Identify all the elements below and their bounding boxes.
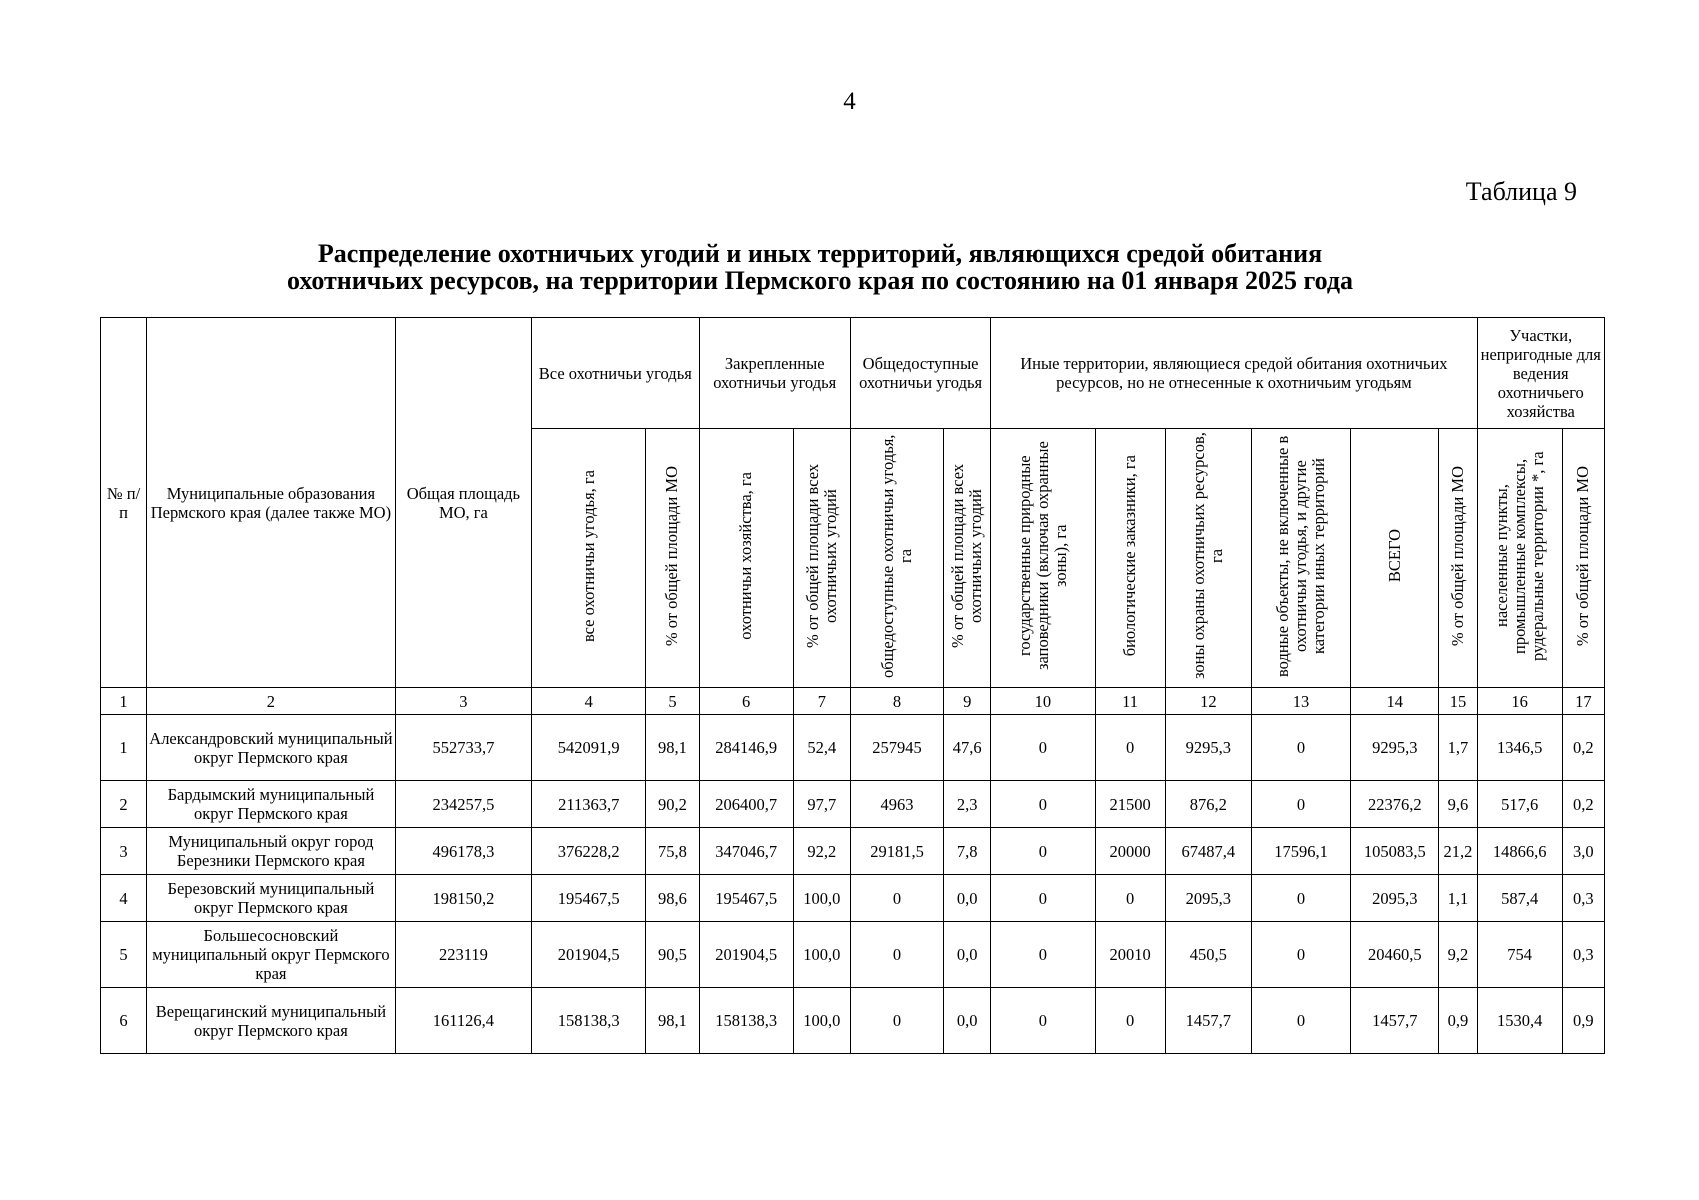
value-cell-c15: 1,1: [1439, 875, 1477, 922]
col-number: 2: [147, 688, 396, 715]
header-sub-cell: [850, 429, 943, 688]
value-cell-c11: 0: [1095, 875, 1165, 922]
header-sub-sanctuaries: биологические заказники, га: [1120, 455, 1140, 657]
table-row: [101, 715, 1605, 781]
col-number: 4: [532, 688, 646, 715]
value-cell-c9: 0,0: [944, 988, 991, 1054]
value-cell-c3: 223119: [395, 922, 531, 988]
header-sub-public-ha: общедоступные охотничьи угодья, га: [878, 434, 916, 678]
value-cell-c15: 21,2: [1439, 828, 1477, 875]
header-sub-cell: [1251, 429, 1350, 688]
page-number: 4: [843, 88, 856, 115]
value-cell-c5: 98,6: [646, 875, 699, 922]
value-cell-c4: 376228,2: [532, 828, 646, 875]
header-sub-cell: [944, 429, 991, 688]
header-sub-cell: [646, 429, 699, 688]
value-cell-c10: 0: [991, 828, 1095, 875]
value-cell-c13: 17596,1: [1251, 828, 1350, 875]
header-sub-fixed-ha: охотничьи хозяйства, га: [736, 472, 756, 640]
value-cell-c14: 22376,2: [1351, 781, 1439, 828]
value-cell-c16: 587,4: [1477, 875, 1562, 922]
value-cell-c15: 0,9: [1439, 988, 1477, 1054]
header-sub-cell: [532, 429, 646, 688]
value-cell-c17: 0,2: [1562, 781, 1604, 828]
value-cell-c12: 876,2: [1165, 781, 1251, 828]
value-cell-c14: 2095,3: [1351, 875, 1439, 922]
header-sub-cell: [1095, 429, 1165, 688]
value-cell-c17: 0,3: [1562, 922, 1604, 988]
col-number: 16: [1477, 688, 1562, 715]
value-cell-c16: 1346,5: [1477, 715, 1562, 781]
value-cell-c10: 0: [991, 781, 1095, 828]
mo-name-cell: Александровский муниципальный округ Пермского края: [147, 715, 396, 781]
value-cell-c8: 257945: [850, 715, 943, 781]
value-cell-c3: 161126,4: [395, 988, 531, 1054]
row-number-cell: 1: [101, 715, 147, 781]
col-number: 6: [699, 688, 793, 715]
mo-name-cell: Муниципальный округ город Березники Пермского края: [147, 828, 396, 875]
value-cell-c9: 7,8: [944, 828, 991, 875]
value-cell-c17: 0,2: [1562, 715, 1604, 781]
value-cell-c11: 21500: [1095, 781, 1165, 828]
col-number: 11: [1095, 688, 1165, 715]
header-sub-cell: [1165, 429, 1251, 688]
value-cell-c16: 517,6: [1477, 781, 1562, 828]
value-cell-c7: 100,0: [793, 875, 850, 922]
header-sub-other-pct: % от общей площади МО: [1447, 465, 1467, 647]
row-number-cell: 5: [101, 922, 147, 988]
value-cell-c12: 1457,7: [1165, 988, 1251, 1054]
value-cell-c9: 0,0: [944, 875, 991, 922]
value-cell-c5: 98,1: [646, 715, 699, 781]
value-cell-c10: 0: [991, 875, 1095, 922]
value-cell-c9: 47,6: [944, 715, 991, 781]
col-number: 7: [793, 688, 850, 715]
value-cell-c5: 75,8: [646, 828, 699, 875]
header-sub-protection-zones: зоны охраны охотничьих ресурсов, га: [1189, 432, 1227, 680]
header-group-all: Все охотничьи угодья: [532, 318, 699, 429]
value-cell-c6: 158138,3: [699, 988, 793, 1054]
col-number: 3: [395, 688, 531, 715]
header-group-fixed: Закрепленные охотничьи угодья: [699, 318, 850, 429]
value-cell-c7: 92,2: [793, 828, 850, 875]
col-number: 17: [1562, 688, 1604, 715]
table-label: Таблица 9: [1465, 177, 1577, 206]
value-cell-c14: 105083,5: [1351, 828, 1439, 875]
value-cell-c8: 0: [850, 988, 943, 1054]
value-cell-c7: 100,0: [793, 922, 850, 988]
value-cell-c11: 20010: [1095, 922, 1165, 988]
value-cell-c10: 0: [991, 988, 1095, 1054]
header-group-unfit: Участки, непригодные для ведения охотничьего хозяйства: [1477, 318, 1604, 429]
row-number-cell: 3: [101, 828, 147, 875]
header-sub-cell: [991, 429, 1095, 688]
row-number-cell: 4: [101, 875, 147, 922]
col-number: 14: [1351, 688, 1439, 715]
value-cell-c3: 234257,5: [395, 781, 531, 828]
row-number-cell: 6: [101, 988, 147, 1054]
header-sub-settlements: населенные пункты, промышленные комплексы, рудеральные территории *, га: [1491, 451, 1547, 661]
value-cell-c6: 206400,7: [699, 781, 793, 828]
value-cell-c5: 90,5: [646, 922, 699, 988]
column-number-row: [101, 688, 1605, 715]
value-cell-c15: 9,2: [1439, 922, 1477, 988]
value-cell-c10: 0: [991, 922, 1095, 988]
value-cell-c16: 14866,6: [1477, 828, 1562, 875]
table-title: [100, 240, 1540, 294]
value-cell-c15: 1,7: [1439, 715, 1477, 781]
value-cell-c11: 0: [1095, 988, 1165, 1054]
header-num: № п/п: [101, 318, 147, 688]
value-cell-c3: 198150,2: [395, 875, 531, 922]
value-cell-c7: 52,4: [793, 715, 850, 781]
value-cell-c8: 29181,5: [850, 828, 943, 875]
col-number: 12: [1165, 688, 1251, 715]
value-cell-c5: 90,2: [646, 781, 699, 828]
col-number: 1: [101, 688, 147, 715]
header-sub-public-pct: % от общей площади всех охотничьих угодий: [948, 463, 986, 649]
value-cell-c4: 158138,3: [532, 988, 646, 1054]
value-cell-c13: 0: [1251, 715, 1350, 781]
value-cell-c5: 98,1: [646, 988, 699, 1054]
table-row: [101, 828, 1605, 875]
value-cell-c13: 0: [1251, 922, 1350, 988]
value-cell-c4: 211363,7: [532, 781, 646, 828]
value-cell-c7: 97,7: [793, 781, 850, 828]
header-sub-cell: [1562, 429, 1604, 688]
value-cell-c6: 284146,9: [699, 715, 793, 781]
header-sub-unfit-pct: % от общей площади МО: [1573, 465, 1593, 647]
value-cell-c6: 201904,5: [699, 922, 793, 988]
header-sub-cell: [1351, 429, 1439, 688]
table-row: [101, 988, 1605, 1054]
value-cell-c6: 195467,5: [699, 875, 793, 922]
header-group-public: Общедоступные охотничьи угодья: [850, 318, 990, 429]
header-mo: Муниципальные образования Пермского края (далее также МО): [147, 318, 396, 688]
header-sub-cell: [793, 429, 850, 688]
value-cell-c4: 195467,5: [532, 875, 646, 922]
header-sub-cell: [1439, 429, 1477, 688]
value-cell-c16: 1530,4: [1477, 988, 1562, 1054]
col-number: 8: [850, 688, 943, 715]
value-cell-c8: 0: [850, 875, 943, 922]
value-cell-c14: 20460,5: [1351, 922, 1439, 988]
value-cell-c16: 754: [1477, 922, 1562, 988]
mo-name-cell: Большесосновский муниципальный округ Пермского края: [147, 922, 396, 988]
header-group-other: Иные территории, являющиеся средой обитания охотничьих ресурсов, но не отнесенные к охотничьим угодьям: [991, 318, 1477, 429]
mo-name-cell: Верещагинский муниципальный округ Пермского края: [147, 988, 396, 1054]
header-sub-all-pct: % от общей площади МО: [662, 465, 682, 647]
value-cell-c11: 20000: [1095, 828, 1165, 875]
col-number: 10: [991, 688, 1095, 715]
header-sub-fixed-pct: % от общей площади всех охотничьих угодий: [802, 463, 840, 649]
value-cell-c4: 542091,9: [532, 715, 646, 781]
value-cell-c15: 9,6: [1439, 781, 1477, 828]
value-cell-c10: 0: [991, 715, 1095, 781]
value-cell-c17: 3,0: [1562, 828, 1604, 875]
value-cell-c12: 67487,4: [1165, 828, 1251, 875]
value-cell-c12: 450,5: [1165, 922, 1251, 988]
header-area: Общая площадь МО, га: [395, 318, 531, 688]
value-cell-c12: 9295,3: [1165, 715, 1251, 781]
header-sub-reserves: государственные природные заповедники (включая охранные зоны), га: [1014, 441, 1070, 671]
value-cell-c13: 0: [1251, 875, 1350, 922]
value-cell-c6: 347046,7: [699, 828, 793, 875]
header-sub-water: водные объекты, не включенные в охотничьи угодья, и другие категории иных территорий: [1273, 435, 1329, 677]
col-number: 9: [944, 688, 991, 715]
hunting-lands-table: [100, 317, 1605, 1054]
value-cell-c8: 4963: [850, 781, 943, 828]
header-sub-cell: [699, 429, 793, 688]
title-line-2: охотничьих ресурсов, на территории Пермского края по состоянию на 01 января 2025 года: [286, 266, 1354, 295]
value-cell-c3: 496178,3: [395, 828, 531, 875]
value-cell-c14: 1457,7: [1351, 988, 1439, 1054]
value-cell-c13: 0: [1251, 781, 1350, 828]
mo-name-cell: Березовский муниципальный округ Пермского края: [147, 875, 396, 922]
table-row: [101, 922, 1605, 988]
value-cell-c7: 100,0: [793, 988, 850, 1054]
col-number: 5: [646, 688, 699, 715]
value-cell-c17: 0,3: [1562, 875, 1604, 922]
header-sub-total: ВСЕГО: [1384, 529, 1404, 583]
table-row: [101, 781, 1605, 828]
col-number: 15: [1439, 688, 1477, 715]
col-number: 13: [1251, 688, 1350, 715]
value-cell-c17: 0,9: [1562, 988, 1604, 1054]
value-cell-c9: 2,3: [944, 781, 991, 828]
value-cell-c14: 9295,3: [1351, 715, 1439, 781]
value-cell-c12: 2095,3: [1165, 875, 1251, 922]
header-sub-cell: [1477, 429, 1562, 688]
table-row: [101, 875, 1605, 922]
value-cell-c3: 552733,7: [395, 715, 531, 781]
value-cell-c11: 0: [1095, 715, 1165, 781]
value-cell-c9: 0,0: [944, 922, 991, 988]
value-cell-c13: 0: [1251, 988, 1350, 1054]
row-number-cell: 2: [101, 781, 147, 828]
value-cell-c8: 0: [850, 922, 943, 988]
title-line-1: Распределение охотничьих угодий и иных территорий, являющихся средой обитания: [317, 239, 1323, 268]
value-cell-c4: 201904,5: [532, 922, 646, 988]
mo-name-cell: Бардымский муниципальный округ Пермского края: [147, 781, 396, 828]
header-sub-all-ha: все охотничьи угодья, га: [578, 469, 598, 643]
